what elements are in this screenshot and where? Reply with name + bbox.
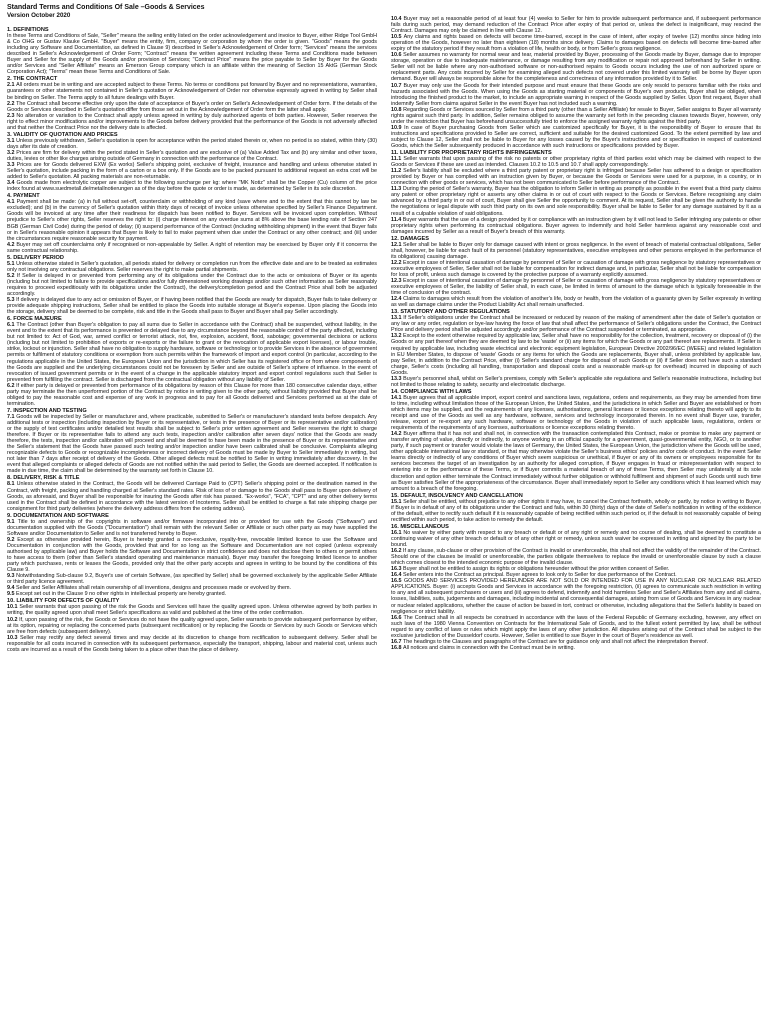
clause-number: 12.2	[391, 259, 404, 266]
clause-paragraph	[7, 322, 377, 382]
clause-number: 4.1	[7, 199, 17, 206]
clause-number: 16.7	[391, 638, 403, 645]
clause-paragraph	[391, 217, 761, 235]
clause-text: Buyer's personnel shall, whilst on Seller's premises, comply with Seller's applicable site regulations and Seller's reasonable instructions, including but not limited to those relating to safety, security and electrostatic discharge.	[391, 375, 761, 388]
clause-number: 3.2	[7, 149, 17, 156]
clause-heading: 1. DEFINITIONS	[7, 27, 49, 33]
clause-number: 10.3	[7, 634, 20, 641]
clause-number: 16.6	[391, 614, 404, 621]
clause-text: Buyer may set a reasonable period of at least four (4) weeks to Seller for him to provide subsequent performance and, if subsequent performance fails during such period, may demand reduction of the Contract Price after expiry of that period or, unless the defect is insignificant, may rescind the Contract. Damages may only be claimed in line with Clause 12.	[391, 16, 761, 35]
clause-number: 10.9	[391, 124, 405, 131]
clause-paragraph	[391, 548, 761, 566]
clause-paragraph	[7, 383, 377, 407]
clause-text: The Contract (other than Buyer's obligation to pay all sums due to Seller in accordance with the Contract) shall be suspended, without liability, in the event and to the extent that its performance is prevented or delayed due to any circumstance beyond the reasonable control of the party affected, including but not limited to: Act of God, war, armed conflict or terrorist attack, riot, fire, explosion, accident, flood, sabotage; governmental decisions or actions (including but not limited to prohibition of exports or re-exports or the failure to grant or the revocation of applicable export licenses), or labour trouble, strike, lockout or injunction. Seller shall have no obligation to supply hardware, software or technology or to provide Services in the absence of government permits or fulfilment of statutory conditions or exemption from such permits within the framework of import and export control (in particular, according to the regulations applicable in the United States, the European Union and the jurisdiction in which Seller has its registered office or from where components of the Goods are supplied and the underlying circumstances could not be foreseen by Seller and are outside of Seller's sphere of influence. In the event of revocation of issued government permits or in the event of a change in the applicable statutory import and export control regulations such that Seller is prevented from fulfilling the contract. Seller is discharged from the contractual obligation without any liability of Seller.	[7, 322, 377, 383]
clause-number: 2.3	[7, 112, 17, 119]
clause-text: If Seller is delayed in or prevented from performing any of its obligations under the Contract due to the acts or omissions of Buyer or its agents (including but not limited to failure to provide specifications and/or fully dimensioned working drawings and/or such other information as Seller reasonably requires to proceed expeditiously with its obligations under the Contract), the delivery/completion period and the Contract Price shall both be adjusted accordingly.	[7, 272, 377, 298]
clause-paragraph	[7, 617, 377, 635]
clause-heading: 7. INSPECTION AND TESTING	[7, 407, 87, 414]
clause-paragraph	[7, 604, 377, 616]
clause-heading: 10. LIABILITY FOR DEFECTS OF QUALITY	[7, 598, 120, 605]
clause-number: 10.1	[7, 604, 20, 611]
clause-paragraph	[7, 635, 377, 653]
clause-text: The Contract shall in all respects be construed in accordance with the laws of the Federal Republic of Germany excluding, however, any effect on such laws of the 1980 Vienna Convention on Contracts for the International Sale of Goods, and to the fullest extent permitted by law, shall be without regard to any conflict of laws or rules which might apply the laws of any other jurisdiction. All disputes arising out of the Contract shall be subject to the exclusive jurisdiction of the Dusseldorf courts. However, Seller is entitled to sue Buyer in the court of Buyer's residence as well.	[391, 614, 761, 639]
clause-text: Title to and ownership of the copyrights in software and/or firmware incorporated into or provided for use with the Goods ("Software") and documentation supplied with the Goods ("Documentation") shall remain with the relevant Seller or Affiliate or such other party as may have supplied the Software and/or Documentation to Seller and is not transferred hereby to Buyer.	[7, 518, 377, 537]
clause-paragraph	[391, 52, 761, 82]
clause-text: No waiver by either party with respect to any breach or default or of any right or remedy and no course of dealing, shall be deemed to constitute a continuing waiver of any other breach or default or of any other right or remedy, unless such waiver be expressed in writing and signed by the party to be bound.	[391, 529, 761, 549]
clause-paragraph	[391, 278, 761, 296]
clause-number: 14.1	[391, 394, 404, 401]
clause-number: 3.4	[7, 180, 17, 187]
clause-section	[7, 193, 377, 253]
clause-text: If either party is delayed or prevented from performance of its obligations by reason of this Clause for more than 180 consecutive calendar days, either party may terminate the then unperformed portion of the Contract by notice in writing given to the other party, without liability provided that Buyer shall be obliged to pay the reasonable cost and expense of any work in progress and to pay for all Goods delivered and Services performed as at the date of termination.	[7, 382, 377, 407]
clause-section	[391, 16, 761, 149]
clause-text: All orders must be in writing and are accepted subject to these Terms. No terms or conditions put forward by Buyer and no representations, warranties, guarantees or other statements not contained in Seller's quotation or Acknowledgement of Order nor otherwise expressly agreed in writing by Seller shall be binding on Seller. The Terms apply to all future dealings with Buyer.	[7, 82, 377, 101]
clause-paragraph	[7, 150, 377, 162]
clause-heading: 8. DELIVERY, RISK & TITLE	[7, 475, 80, 482]
clause-paragraph	[391, 260, 761, 278]
clause-number: 7.1	[7, 413, 17, 420]
clause-number: 4.2	[7, 241, 17, 248]
clause-heading: 9. DOCUMENTATION AND SOFTWARE	[7, 512, 109, 519]
clause-text: Buyer affirms that it has not and shall not, in connection with the transaction contemplated this Contract, make or promise to make any payment or transfer anything of value, directly or indirectly, to anyone working in an official capacity for a government, quasi-governmental entity, NGO, or to another party, if such payment or transfer would violate the laws of Germany, the United States, the European Union, the jurisdiction where the Goods will be used, other applicable international law or standard, or that may otherwise violate the Seller's business ethics' policies and/or code of conduct. In the event Seller learns directly or indirectly of any conditions of Buyer which seem suspicious or unethical, if Buyer or any of its owners or employees responsible for its services becomes the target of an investigation by an authority for alleged corruption, if Buyer engages in fraud or misrepresentation with respect to entering into or the performance of these Terms, or if Buyer commits a material breach of any of these Terms, then Seller may unilaterally at its sole discretion and option either terminate the Contract immediately without further obligation or withhold fulfilment and shipment of such Goods until such time as Buyer satisfies Seller of the appropriateness of the circumstance. Buyer shall immediately report to Seller any conditions which it has learned which may amount to a breach of the foregoing.	[391, 431, 761, 492]
clause-paragraph	[7, 242, 377, 254]
clause-paragraph	[391, 431, 761, 491]
clause-section	[391, 524, 761, 651]
clause-paragraph	[391, 34, 761, 52]
clause-paragraph	[391, 83, 761, 107]
clause-paragraph	[7, 82, 377, 100]
clause-section	[391, 493, 761, 523]
clause-text: Payment shall be made: (a) in full without set-off, counterclaim or withholding of any kind (save where and to the extent that this cannot by law be excluded); and (b) in the currency of Seller's quotation within thirty days of receipt of invoice unless otherwise specified by Seller's Finance Department. Goods will be invoiced at any time after their readiness for dispatch has been notified to Buyer. Services will be invoiced upon completion. Without prejudice to Seller's other rights, Seller reserves the right to: (i) charge interest on any overdue sums at 8% above the base lending rate of Section 247 BGB (German Civil Code) during the period of delay; (ii) suspend performance of the Contract (including withholding shipment) in the event that Buyer fails or in Seller's reasonable opinion it appears that Buyer is likely to fail to make payment when due under the Contract or any other contract; and (iii) under the circumstances require reasonable security for payment.	[7, 199, 377, 242]
clause-text: Seller assumes no warranty for normal wear and tear, material provided by Buyer, processing of the Goods made by Buyer, damage due to improper storage, operation or due to inadequate maintenance, or damage resulting from any modification or repair not approved beforehand by Seller in writing. Seller will not be liable where any non-authorised software or non-authorised repairs to Goods occurs including the use of non authorized spare or replacement parts. Any costs incurred by Seller for examining alleged such defects not covered under this limited warranty will be borne by Buyer upon demand. Buyer will always be responsible alone for the completeness and correctness of any information provided by it to Seller.	[391, 52, 761, 83]
clause-section	[7, 255, 377, 315]
clause-paragraph	[7, 33, 377, 75]
clause-paragraph	[7, 199, 377, 241]
clause-text: Unless otherwise stated in the Contract, the Goods will be delivered Carriage Paid to (CPT) Seller's shipping point or the destination named in the Contract, with freight, packing and handling charged at Seller's standard rates. Risk of loss of or damage to the Goods shall pass to Buyer upon delivery of Goods, as aforesaid, and Buyer shall be responsible for insuring the Goods after risk has passed. "Ex-works", "FCA", "CPT" and any other delivery terms used in the Contract shall be defined in accordance with the latest version of Incoterms. Seller shall be entitled to charge a flat rate shipping charge per consignment for third party deliveries (where the delivery address differs from the ordering address).	[7, 481, 377, 512]
clause-paragraph	[391, 107, 761, 125]
clause-section	[7, 316, 377, 407]
clause-text: Notwithstanding Sub-clause 9.2, Buyer's use of certain Software, (as specified by Seller) shall be governed exclusively by the applicable Seller Affiliate or third party licence agreement.	[7, 573, 377, 586]
clause-paragraph	[391, 242, 761, 260]
clause-paragraph	[7, 180, 377, 192]
clause-paragraph	[391, 578, 761, 614]
clause-paragraph	[391, 125, 761, 149]
clause-number: 11.1	[391, 156, 404, 163]
clause-number: 6.1	[7, 322, 17, 329]
clause-text: The headings to the Clauses and paragraphs of the Contract are for guidance only and shall not affect the interpretation thereof.	[403, 638, 708, 645]
clause-section	[7, 408, 377, 475]
clause-number: 5.2	[7, 272, 17, 279]
clause-number: 16.1	[391, 529, 404, 536]
clause-heading: 15. DEFAULT, INSOLVENCY AND CANCELLATION	[391, 492, 523, 499]
clause-section	[7, 475, 377, 511]
clause-text: Except set out in the Clause 9 no other rights in intellectual property are hereby granted.	[16, 591, 227, 598]
clause-paragraph	[7, 573, 377, 585]
clause-text: Claims to damages which result from the violation of another's life, body or health, from the violation of a guaranty given by Seller expressly in writing as well as damage claims under the Product Liability Act shall remain unaffected.	[391, 296, 761, 309]
clause-number: 9.5	[7, 591, 16, 598]
clause-paragraph	[7, 297, 377, 315]
clause-number: 11.4	[391, 216, 403, 223]
clause-paragraph	[391, 186, 761, 216]
clause-section	[7, 513, 377, 598]
clause-text: Except in case of intentional causation of damage by personnel of Seller or causation of damage with gross negligence by statutory representatives or executive employees of Seller, the liability of Seller shall, in each case, be limited in terms of amount to the damage which is typically foreseeable in the time of conclusion of the contract.	[391, 278, 761, 297]
clause-text: Seller shall be liable to Buyer only for damage caused with intent or gross negligence. In the event of breach of material contractual obligations, Seller shall, however, be liable for each fault of its personnel (statutory representatives, executive employees and other persons employed in the performance of its obligations) causing damage.	[391, 241, 761, 260]
clause-text: If, upon passing of the risk, the Goods or Services do not have the quality agreed upon, Seller warrants to provide subsequent performance by either, at its option, repairing or replacing the concerned parts (subsequent rectification) or by replacing the Goods or Services by such Goods or Services which are free from defects (subsequent delivery).	[7, 616, 377, 635]
clause-heading: 5. DELIVERY PERIOD	[7, 254, 64, 261]
clause-paragraph	[7, 138, 377, 150]
clause-heading: 14. COMPLIANCE WITH LAWS	[391, 388, 472, 395]
clause-number: 13.1	[391, 315, 404, 322]
clause-heading: 11. LIABILITY FOR PROPRIETARY RIGHTS INFRINGEMENTS	[391, 150, 552, 157]
clause-number: 5.1	[7, 260, 17, 267]
clause-section	[7, 27, 377, 75]
clause-text: Buyer may set off counterclaims only if recognised or non-appealable by Seller. A right of retention may be exercised by Buyer only if it concerns the same contractual relationship.	[7, 241, 377, 254]
clause-text: All notices and claims in connection with the Contract must be in writing.	[403, 644, 575, 651]
clause-heading: 12. DAMAGES	[391, 235, 429, 242]
clause-number: 9.3	[7, 573, 17, 580]
clause-text: Except to the extent otherwise required by applicable law, Seller shall have no responsibility for the collection, treatment, recovery or disposal of (i) the Goods or any part thereof when they are deemed by law to be 'waste' or (ii) any items for which the Goods or any part thereof are replacements. If Seller is required by applicable law, including waste electrical and electronic equipment legislation, European Directive 2002/96/EC (WEEE) and related legislation in EU Member States, to dispose of 'waste' Goods or any items for which the Goods are replacements, Buyer shall, unless prohibited by applicable law, pay Seller, in addition to the Contract Price, either (i) Seller's standard charge for disposal of such Goods or (ii) if Seller does not have such a standard charge, Seller's costs (including all handling, transportation and disposal costs and a reasonable mark-up for overhead) incurred in disposing of such Goods.	[391, 333, 761, 376]
clause-text: No alteration or variation to the Contract shall apply unless agreed in writing by duly authorized agents of both parties. However, Seller reserves the right to effect minor modifications and/or improvements to the Goods before delivery provided that the performance of the Goods is not adversely affected and that neither the Contract Price nor the delivery date is affected.	[7, 112, 377, 131]
clause-text: Prices are for Goods delivered EXW (Ex works) Seller's shipping point, exclusive of freight, insurance and handling and unless otherwise stated in Seller's quotation, include packing in the form of a carton or a box only. If the Goods are to be packed pursuant to additional request an extra cost will be added to Seller's quotation. All packing materials are non-returnable.	[7, 162, 377, 181]
clause-section	[391, 389, 761, 492]
clause-heading: 13. STATUTORY AND OTHER REGULATIONS	[391, 309, 510, 316]
clause-number: 13.3	[391, 375, 404, 382]
clause-text: If any clause, sub-clause or other provision of the Contract is invalid or unenforceable, this shall not affect the validity of the remainder of the Contract. Should one of the clauses be invalid or unenforceable, the parties obligate themselves to replace the invalid or unenforceable clause by such a clause which comes closest to the intended economic purpose of the invalid clause.	[391, 548, 761, 567]
clause-number: 12.4	[391, 296, 404, 303]
clause-number: 10.2	[7, 616, 20, 623]
clause-paragraph	[391, 168, 761, 186]
clause-text: Seller's liability shall be excluded where a third party patent or proprietary right is infringed because Seller has adhered to a design or specification provided by Buyer or has complied with an instruction given by Buyer, or because the Goods or Services were used for a purpose, in a country, or in connection with other goods or services, which has not been communicated to Seller before performance of the Contract.	[391, 168, 761, 187]
clause-text: Unless previously withdrawn, Seller's quotation is open for acceptance within the period stated therein or, when no period is so stated, within thirty (30) days after its date of creation.	[7, 137, 377, 150]
clause-paragraph	[391, 156, 761, 168]
clause-heading: 3. VALIDITY OF QUOTATION AND PRICES	[7, 131, 118, 138]
clause-number: 16.8	[391, 644, 403, 651]
clause-text: Seller warrants that upon passing of the risk no patents or other proprietary rights of third parties exist which may be claimed with respect to the Goods or Services if these are used as intended. Clauses 10.2 to 10.5 and 10.7 shall apply correspondingly.	[391, 156, 761, 169]
clause-number: 2.1	[7, 82, 17, 89]
clause-text: Seller and Seller Affiliates shall retain ownership of all inventions, designs and processes made or evolved by them.	[16, 585, 291, 592]
clause-paragraph	[391, 296, 761, 308]
clause-text: Prices are firm for delivery within the period stated in Seller's quotation and are exclusive of (a) Value Added Tax and (b) any similar and other taxes, duties, levies or other like charges arising outside of Germany in connection with the performance of the Contract.	[7, 149, 377, 162]
clause-text: GOODS AND SERVICES PROVIDED HEREUNDER ARE NOT SOLD OR INTENDED FOR USE IN ANY NUCLEAR OR NUCLEAR RELATED APPLICATIONS. Buyer: (i) accepts Goods and Services in accordance with the foregoing restriction, (ii) agrees to communicate such restriction in writing to any and all subsequent purchasers or users and (iii) agrees to defend, indemnify and hold harmless Seller and Seller's Affiliates from any and all claims, losses, liabilities, suits, judgements and damages, including incidental and consequential damages, arising from use of Goods and Services in any nuclear or nuclear related applications, whether the cause of action be based in tort, contract or otherwise, including allegations that the Seller's liability is based on negligence or strict liability.	[391, 578, 761, 615]
clause-text: Seller may rectify any defect several times and may decide at its discretion to change from rectification to subsequent delivery. Seller shall be responsible for all costs incurred in connection with its subsequent performance, especially the transport, shipping, labour and material cost, unless such costs are incurred as a result of the Goods being taken to a place other than the place of delivery.	[7, 634, 377, 653]
clause-text: Goods made from electrolytic copper are subject to the following surcharge per kg: where "MK Notiz" shall be the Copper (Cu) column of the price index found at www.suedmetall.de/metallnotierungen as of the day before the quote or order is made, as determined by Seller in its sole discretion.	[7, 180, 377, 193]
clause-paragraph	[391, 333, 761, 375]
clause-number: 6.2	[7, 382, 17, 389]
clause-text: In these Terms and Conditions of Sale, "Seller" means the selling entity listed on the order acknowledgement and invoice to Buyer, either Ridge Tool GmbH & Co OHG or Gustav Klauke GmbH. "Buyer" means the entity, firm, company or corporation by whom the order is given. "Goods" means the goods including any Software and Documentation, as defined in Clause 9) described in Seller's Acknowledgement of Order form; "Services" means the services described in Seller's Acknowledgement of Order Form; "Contract" means the written agreement including these Terms and Conditions made between Buyer and Seller for the supply of the Goods and/or provision of Services; "Contract Price" means the price payable to Seller by Buyer for the Goods and/or Services and "Seller Affiliate" means an Emerson Group company which is an affiliate within the meaning of Section 15 AktG (German Stock Corporation Act); "Terms" mean these Terms and Conditions of Sale.	[7, 33, 377, 76]
clause-text: Regarding Goods or Services sourced by Seller from a third party (other than a Seller Affiliate) for resale to Buyer, Seller assigns to Buyer all warranty rights against such third party. In addition, Seller remains obliged to assume the warranty set forth in the preceding clauses towards Buyer, however, only under the restriction that Buyer has beforehand unsuccessfully tried to enforce the assigned warranty rights against the third party.	[391, 106, 761, 125]
clause-number: 13.2	[391, 333, 404, 340]
clause-section	[391, 236, 761, 309]
clause-text: Buyer may only use the Goods for their intended purpose and must ensure that these Goods are only resold to persons familiar with the risks and hazards associated with the Goods. When using the Goods as starting material or components of Buyer's own products, Buyer shall be obliged, when introducing the finished product to the market, to include an appropriate warning in respect of the Goods supplied by Seller. Upon first request, Buyer shall indemnify Seller from claims against Seller in the event Buyer has not included such a warning.	[391, 82, 761, 107]
clause-number: 8.1	[7, 481, 17, 488]
clause-number: 9.4	[7, 585, 16, 592]
clause-paragraph	[391, 395, 761, 431]
clause-heading: 2. THE CONTRACT	[7, 76, 58, 83]
clause-paragraph	[7, 519, 377, 537]
clause-text: Except as otherwise provided herein, Buyer is hereby granted a non-exclusive, royalty-free, revocable limited licence to use the Software and Documentation in conjunction with the Goods, provided that and for so long as the Software and Documentation are not copied (unless expressly authorised by applicable law) and Buyer holds the Software and Documentation in strict confidence and does not disclose them to others or permit others to have access to them (other than Seller's standard operating and maintenance manuals). Buyer may transfer the foregoing limited licence to another party which purchases, rents or leases the Goods, provided only that the other party accepts and agrees in writing to be bound by the conditions of this Clause 9.	[7, 536, 377, 574]
clause-text: If delivery is delayed due to any act or omission of Buyer, or if having been notified that the Goods are ready for dispatch, Buyer fails to take delivery or provide adequate shipping instructions, Seller shall be entitled to place the Goods into suitable storage at Buyer's expense. Upon placing the Goods into the storage, delivery shall be deemed to be complete, risk and title in the Goods shall pass to Buyer and Buyer shall pay Seller accordingly.	[7, 297, 377, 316]
clause-number: 16.5	[391, 578, 404, 585]
clause-paragraph	[391, 376, 761, 388]
clause-number: 12.1	[391, 241, 404, 248]
clause-heading: 16. MISCELLANEOUS	[391, 523, 449, 530]
clause-text: Unless otherwise stated in Seller's quotation, all periods stated for delivery or completion run from the effective date and are to be treated as estimates only not involving any contractual obligations. Seller reserves the right to make partial shipments.	[7, 260, 377, 273]
clause-text: During the period of Seller's warranty, Buyer has the obligation to inform Seller in writing as promptly as possible in the event that a third party claims any patent or other proprietary right or asserts any other claims in or out of court with respect to the Goods or Services. Before recognising any claim advanced by a third party in or out of court, Buyer shall give Seller the opportunity to comment. At its request, Seller shall be given the authority to handle the negotiations or legal dispute with such third party on its own and sole responsibility. Buyer shall be liable to Seller for any damage sustained by it as a result of a culpable violation of said obligations.	[391, 186, 761, 217]
clause-number: 10.6	[391, 52, 404, 59]
clause-section	[7, 76, 377, 130]
clause-number: 15.1	[391, 498, 404, 505]
clause-number: 11.2	[391, 168, 404, 175]
left-text-column	[7, 26, 377, 1020]
clause-text: In case of Buyer purchasing Goods from Seller which are customized specifically for Buyer, it is the responsibility of Buyer to ensure that its instructions and specifications provided to Seller are correct, sufficient and suitable for the desired customized Good. To the extent permitted by law and subject to Clause 12, Seller shall not be liable to Buyer for any losses caused by the Buyer's instructions and or specification in respect of customized Goods, which the Seller subsequently produced in accordance with such instructions or specifications provided by Buyer.	[391, 124, 761, 149]
clause-number: 5.3	[7, 297, 17, 304]
clause-paragraph	[391, 645, 761, 651]
clause-paragraph	[7, 481, 377, 511]
clause-number: 9.1	[7, 518, 18, 525]
clause-paragraph	[7, 113, 377, 131]
clause-section	[391, 309, 761, 388]
clause-text: Except in case of intentional causation of damage by personnel of Seller or causation of damage with gross negligence by statutory representatives or executive employees of Seller, Seller shall not be liable for compensation for indirect damage and, in particular, Seller shall not be liable for compensation for loss of profit, unless such damage is covered by the protective purpose of a warranty explicitly assumed.	[391, 259, 761, 278]
clause-number: 12.3	[391, 278, 404, 285]
clause-paragraph	[7, 273, 377, 297]
clause-number: 16.4	[391, 572, 403, 579]
clause-paragraph	[391, 499, 761, 523]
document-title: Standard Terms and Conditions Of Sale –Goods & Services	[7, 4, 205, 11]
clause-number: 10.4	[391, 16, 404, 22]
clause-text: The Contract shall become effective only upon the date of acceptance of Buyer's order on Seller's Acknowledgement of Order form. If the details of the Goods or Services described in Seller's quotation differ from those set out in the Acknowledgement of Order form the latter shall apply.	[7, 100, 377, 113]
clause-paragraph	[7, 414, 377, 474]
clause-text: Buyer shall not be entitled to assign its rights or obligations hereunder without the prior written consent of Seller.	[403, 566, 670, 573]
clause-text: Any claims and rights based on defects will become time-barred, except in the case of intent, after expiry of twelve (12) months since hiding into operation of the Goods, however no later than eighteen (18) months since delivery. Claims to damages based on defects will become time-barred after expiry of the statutory period if they result from a violation of life, health or body, or from Seller's gross negligence.	[391, 34, 761, 53]
clause-paragraph	[7, 261, 377, 273]
clause-text: Seller shall be entitled, without prejudice to any other rights it may have, to cancel the Contract forthwith, wholly or partly, by notice in writing to Buyer, if Buyer is in default of any of its obligations under the Contract and fails, within 30 (thirty) days of the date of Seller's notification in writing of the existence of the default, either to rectify such default if it is reasonably capable of being rectified within such period or, if the default is not reasonably capable of being rectified within such period, to take action to remedy the default.	[391, 498, 761, 523]
clause-number: 16.3	[391, 566, 403, 573]
clause-paragraph	[7, 162, 377, 180]
clause-text: Buyer warrants that the use of a design provided by it or compliance with an instruction given by it will not lead to Seller infringing any patents or other proprietary rights when performing its contractual obligations. Buyer agrees to indemnify and hold Seller harmless against any reasonable cost and damages incurred by Seller as a result of Buyer's breach of this warranty.	[391, 216, 761, 235]
clause-heading: 6. FORCE MAJEURE	[7, 316, 62, 323]
clause-paragraph	[7, 591, 377, 597]
clause-number: 16.2	[391, 548, 404, 555]
clause-paragraph	[7, 537, 377, 573]
document-header	[7, 4, 204, 20]
clause-paragraph	[391, 315, 761, 333]
clause-text: If Seller's obligations under the Contract shall be increased or reduced by reason of the making of amendment after the date of Seller's quotation or any law or any order, regulation or bye-law having the force of law that shall affect the performance of Seller's obligations under the Contract, the Contract Price and delivery period shall be adjusted accordingly and/or performance of the Contract suspended or terminated, as appropriate.	[391, 315, 761, 334]
clause-number: 10.5	[391, 34, 404, 41]
clause-number: 10.8	[391, 106, 404, 113]
clause-number: 2.2	[7, 100, 17, 107]
clause-section	[7, 132, 377, 192]
clause-number: 3.1	[7, 137, 17, 144]
clause-paragraph	[7, 101, 377, 113]
clause-text: Seller warrants that upon passing of the risk the Goods and Services will have the quality agreed upon. Unless otherwise agreed by both parties in writing, the quality agreed upon shall meet Seller's specifications as valid and published at the time of the order confirmation.	[7, 604, 377, 617]
clause-text: Buyer agrees that all applicable import, export control and sanctions laws, regulations, orders and requirements, as they may be amended from time to time, including without limitation those of the European Union, the United States, and the jurisdictions in which Seller and Buyer are established or from which items may be supplied, and the requirements of any licenses, authorisations, general licenses or licence exceptions relating thereto will apply to its receipt and use of the Goods as well as any hardware, software, services and technology incorporated therein. In no event shall Buyer use, transfer, release, export or re-export any such hardware, software or technology of the Goods in violation of such applicable laws, regulations, orders or requirements of the requirements of any licenses, authorisations or licence exceptions relating thereto.	[391, 394, 761, 432]
clause-number: 3.3	[7, 162, 17, 169]
right-text-column	[391, 16, 761, 1020]
clause-paragraph	[391, 16, 761, 34]
clause-section	[7, 598, 377, 652]
clause-text: Seller enters into the Contract as principal. Buyer agrees to look only to Seller for due performance of the Contract.	[403, 572, 677, 579]
clause-number: 11.3	[391, 186, 403, 193]
clause-number: 9.2	[7, 536, 18, 543]
clause-paragraph	[391, 530, 761, 548]
clause-number: 10.7	[391, 82, 404, 89]
clause-heading: 4. PAYMENT	[7, 193, 40, 200]
document-version: Version October 2020	[7, 12, 71, 19]
clause-number: 14.2	[391, 431, 404, 438]
clause-text: Goods will be inspected by Seller or manufacturer and, where practicable, submitted to Seller's or manufacturer's standard tests before despatch. Any additional tests or inspection (including inspection by Buyer or its representative, or tests in the presence of Buyer or its representative and/or calibration) or the supply of test certificates and/or detailed test results shall be subject to Seller's prior written agreement and Seller reserves the right to charge therefore. If Buyer or its representative fails to attend any such tests, inspection and/or calibration after seven days' notice that the Goods are ready therefore, the tests, inspection and/or calibration will proceed and shall be deemed to have been made in the presence of Buyer or its representative and the Seller's statement that the Goods have passed such testing and/or inspection and/or have been calibrated shall be conclusive. Complaints alleging recognizable defects to Goods or recognizable incompleteness or incorrect delivery of Goods must be made by Buyer to Seller immediately in writing, but not later than 7 days after receipt of delivery of the Goods. Other alleged defects must be notified to Seller in writing immediately after discovery. In the event that alleged complaints or alleged defects of Goods are not notified within the said period to Seller, the Goods are deemed accepted. If notification is made in due time, the claim shall be determined by the warranty set forth in Clause 10.	[7, 413, 377, 475]
clause-section	[391, 150, 761, 235]
clause-paragraph	[391, 615, 761, 639]
